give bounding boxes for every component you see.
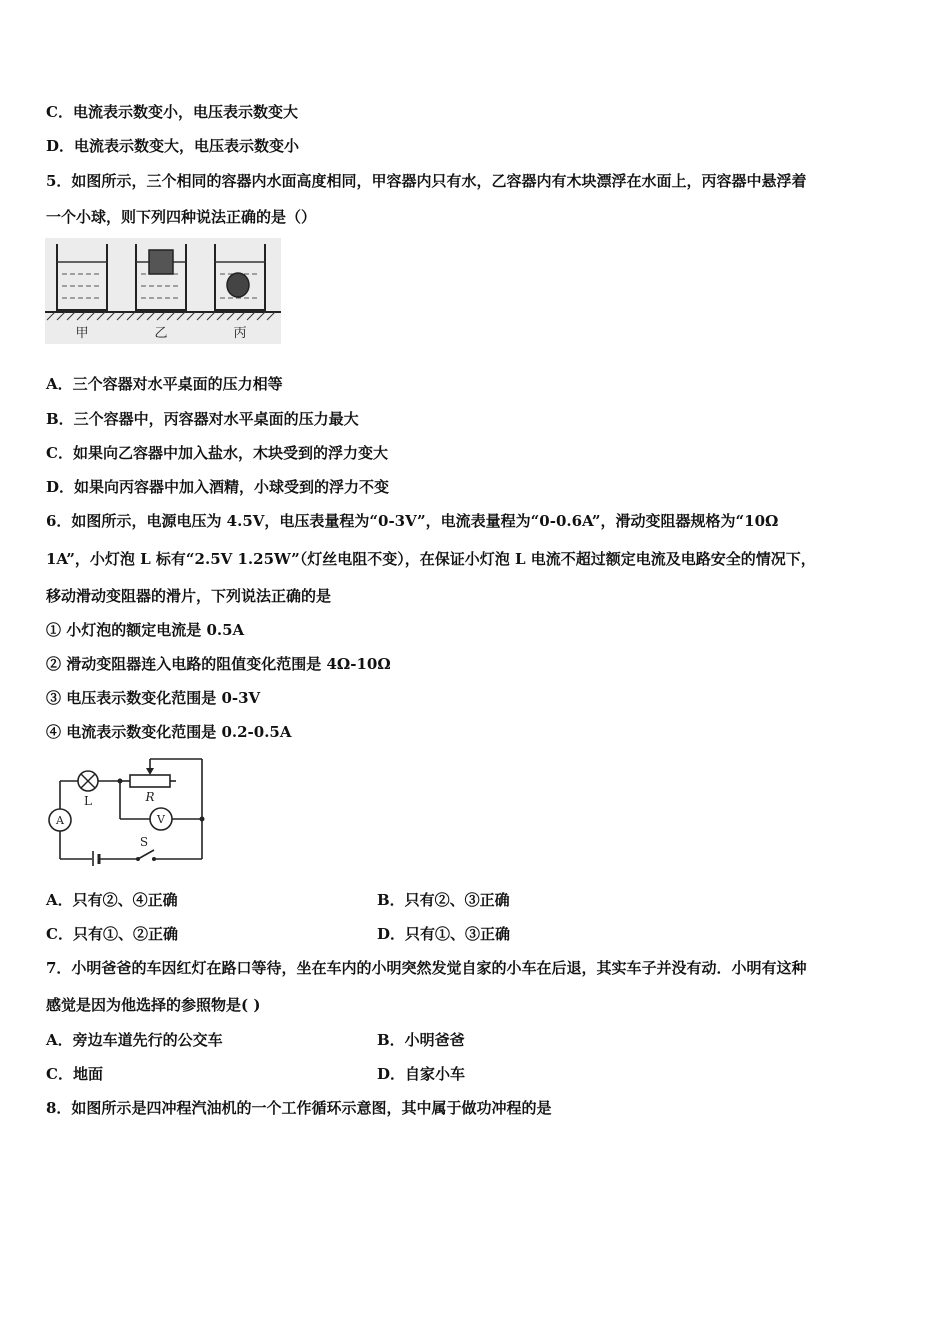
switch-label: S — [139, 835, 149, 849]
q8-stem-line1: 8．如图所示是四冲程汽油机的一个工作循环示意图，其中属于做功冲程的是 — [46, 1099, 552, 1117]
q5-stem-line2: 一个小球，则下列四种说法正确的是（） — [46, 208, 317, 226]
q6-stem-line1: 6．如图所示，电源电压为 4.5V，电压表量程为“0-3V”，电流表量程为“0-0.6A”，滑动变阻器规格为“10Ω — [46, 512, 779, 530]
voltmeter-label: V — [157, 813, 165, 826]
q7-option-c: C．地面 — [46, 1065, 103, 1083]
q6-circuit-diagram — [44, 754, 208, 866]
lamp-icon — [78, 771, 98, 791]
q5-stem-line1: 5．如图所示，三个相同的容器内水面高度相同，甲容器内只有水，乙容器内有木块漂浮在水面上，丙容器中悬浮着 — [46, 172, 807, 190]
label-bing: 丙 — [233, 326, 247, 341]
q6-option-a: A．只有②、④正确 — [46, 891, 178, 909]
lamp-label: L — [84, 794, 92, 808]
switch-icon — [136, 850, 156, 861]
resistor-icon — [130, 775, 170, 787]
label-yi: 乙 — [154, 326, 168, 341]
q7-stem-line1: 7．小明爸爸的车因红灯在路口等待，坐在车内的小明突然发觉自家的小车在后退，其实车子并没有动．小明有这种 — [46, 959, 807, 977]
q6-statement-2: ② 滑动变阻器连入电路的阻值变化范围是 4Ω-10Ω — [46, 655, 391, 673]
q6-option-c: C．只有①、②正确 — [46, 925, 178, 943]
q6-option-d: D．只有①、③正确 — [377, 925, 511, 943]
q5-option-a: A．三个容器对水平桌面的压力相等 — [46, 375, 283, 393]
q7-stem-line2: 感觉是因为他选择的参照物是( ) — [46, 996, 261, 1014]
small-ball — [227, 273, 249, 297]
resistor-label: R — [145, 790, 155, 804]
q5-option-d: D．如果向丙容器中加入酒精，小球受到的浮力不变 — [46, 478, 390, 496]
q6-option-b: B．只有②、③正确 — [377, 891, 510, 909]
q6-stem-line3: 移动滑动变阻器的滑片，下列说法正确的是 — [46, 587, 332, 605]
battery-icon — [93, 851, 99, 866]
q6-stem-line2: 1A”，小灯泡 L 标有“2.5V 1.25W”（灯丝电阻不变），在保证小灯泡 L 电流不超过额定电流及电路安全的情况下， — [46, 550, 816, 568]
q5-containers-figure — [45, 238, 281, 344]
slider-arrow-icon — [146, 768, 154, 775]
q6-statement-3: ③ 电压表示数变化范围是 0-3V — [46, 689, 261, 707]
q7-option-d: D．自家小车 — [377, 1065, 466, 1083]
q7-option-a: A．旁边车道先行的公交车 — [46, 1031, 223, 1049]
q6-statement-1: ① 小灯泡的额定电流是 0.5A — [46, 621, 245, 639]
ammeter-label: A — [56, 814, 64, 827]
q5-option-b: B．三个容器中，丙容器对水平桌面的压力最大 — [46, 410, 359, 428]
q4-option-c: C．电流表示数变小，电压表示数变大 — [46, 103, 298, 121]
q6-statement-4: ④ 电流表示数变化范围是 0.2-0.5A — [46, 723, 292, 741]
q7-option-b: B．小明爸爸 — [377, 1031, 465, 1049]
q4-option-d: D．电流表示数变大，电压表示数变小 — [46, 137, 300, 155]
wooden-block — [149, 250, 173, 274]
q5-option-c: C．如果向乙容器中加入盐水，木块受到的浮力变大 — [46, 444, 388, 462]
label-jia: 甲 — [75, 326, 89, 341]
